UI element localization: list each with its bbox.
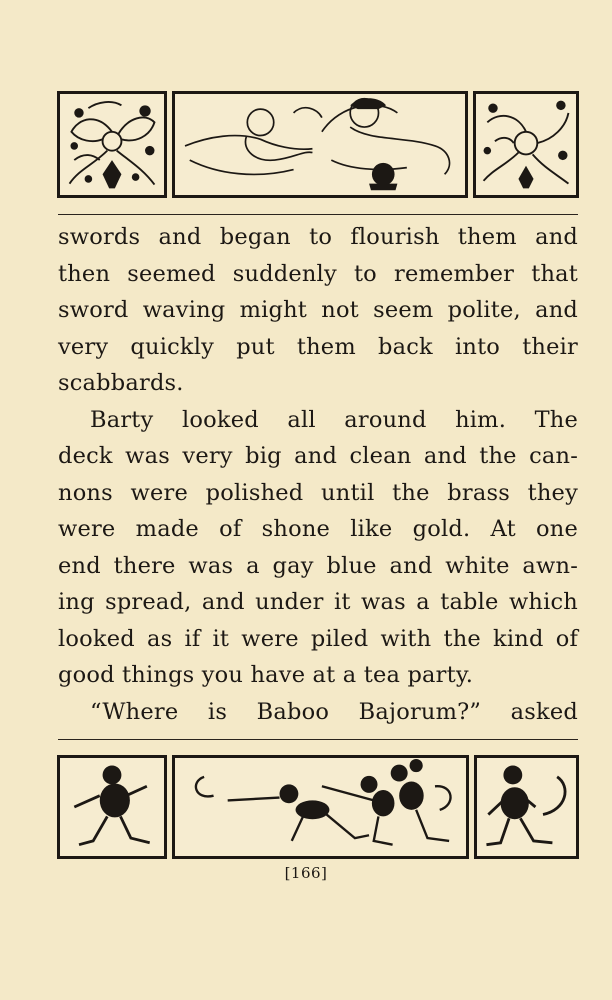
- text-line: Barty looked all around him. The: [90, 406, 578, 433]
- text-line: end there was a gay blue and white awn-: [58, 552, 578, 579]
- monkey-icon: [477, 758, 576, 856]
- floral-ornament-icon: [60, 94, 164, 195]
- text-line: “Where is Baboo Bajorum?” asked: [90, 698, 578, 725]
- text-line: sword waving might not seem polite, and: [58, 297, 578, 323]
- text-line: deck was very big and clean and the can-: [58, 443, 578, 469]
- header-illustration-center: [172, 91, 468, 198]
- text-line: good things you have at a tea party.: [58, 662, 474, 688]
- reclining-figures-icon: [175, 94, 465, 195]
- text-line: swords and began to flourish them and: [58, 224, 578, 250]
- top-divider: [58, 214, 578, 215]
- footer-illustration-center: [172, 755, 469, 859]
- text-line: ing spread, and under it was a table which: [58, 589, 578, 615]
- text-line: looked as if it were piled with the kind of: [58, 625, 578, 652]
- body-text: [58, 219, 578, 730]
- bottom-divider: [58, 739, 578, 740]
- floral-ornament-icon: [476, 94, 576, 195]
- footer-illustration-left: [57, 755, 167, 859]
- text-line: then seemed suddenly to remember that: [58, 260, 578, 287]
- header-ornament-right: [473, 91, 579, 198]
- text-line: were made of shone like gold. At one: [58, 516, 578, 542]
- header-ornament-left: [57, 91, 167, 198]
- monkeys-procession-icon: [175, 758, 466, 856]
- footer-illustration-right: [474, 755, 579, 859]
- monkey-icon: [60, 758, 164, 856]
- page-number: [166]: [284, 864, 328, 882]
- text-line: scabbards.: [58, 370, 184, 396]
- text-line: nons were polished until the brass they: [58, 479, 578, 506]
- text-line: very quickly put them back into their: [58, 333, 578, 360]
